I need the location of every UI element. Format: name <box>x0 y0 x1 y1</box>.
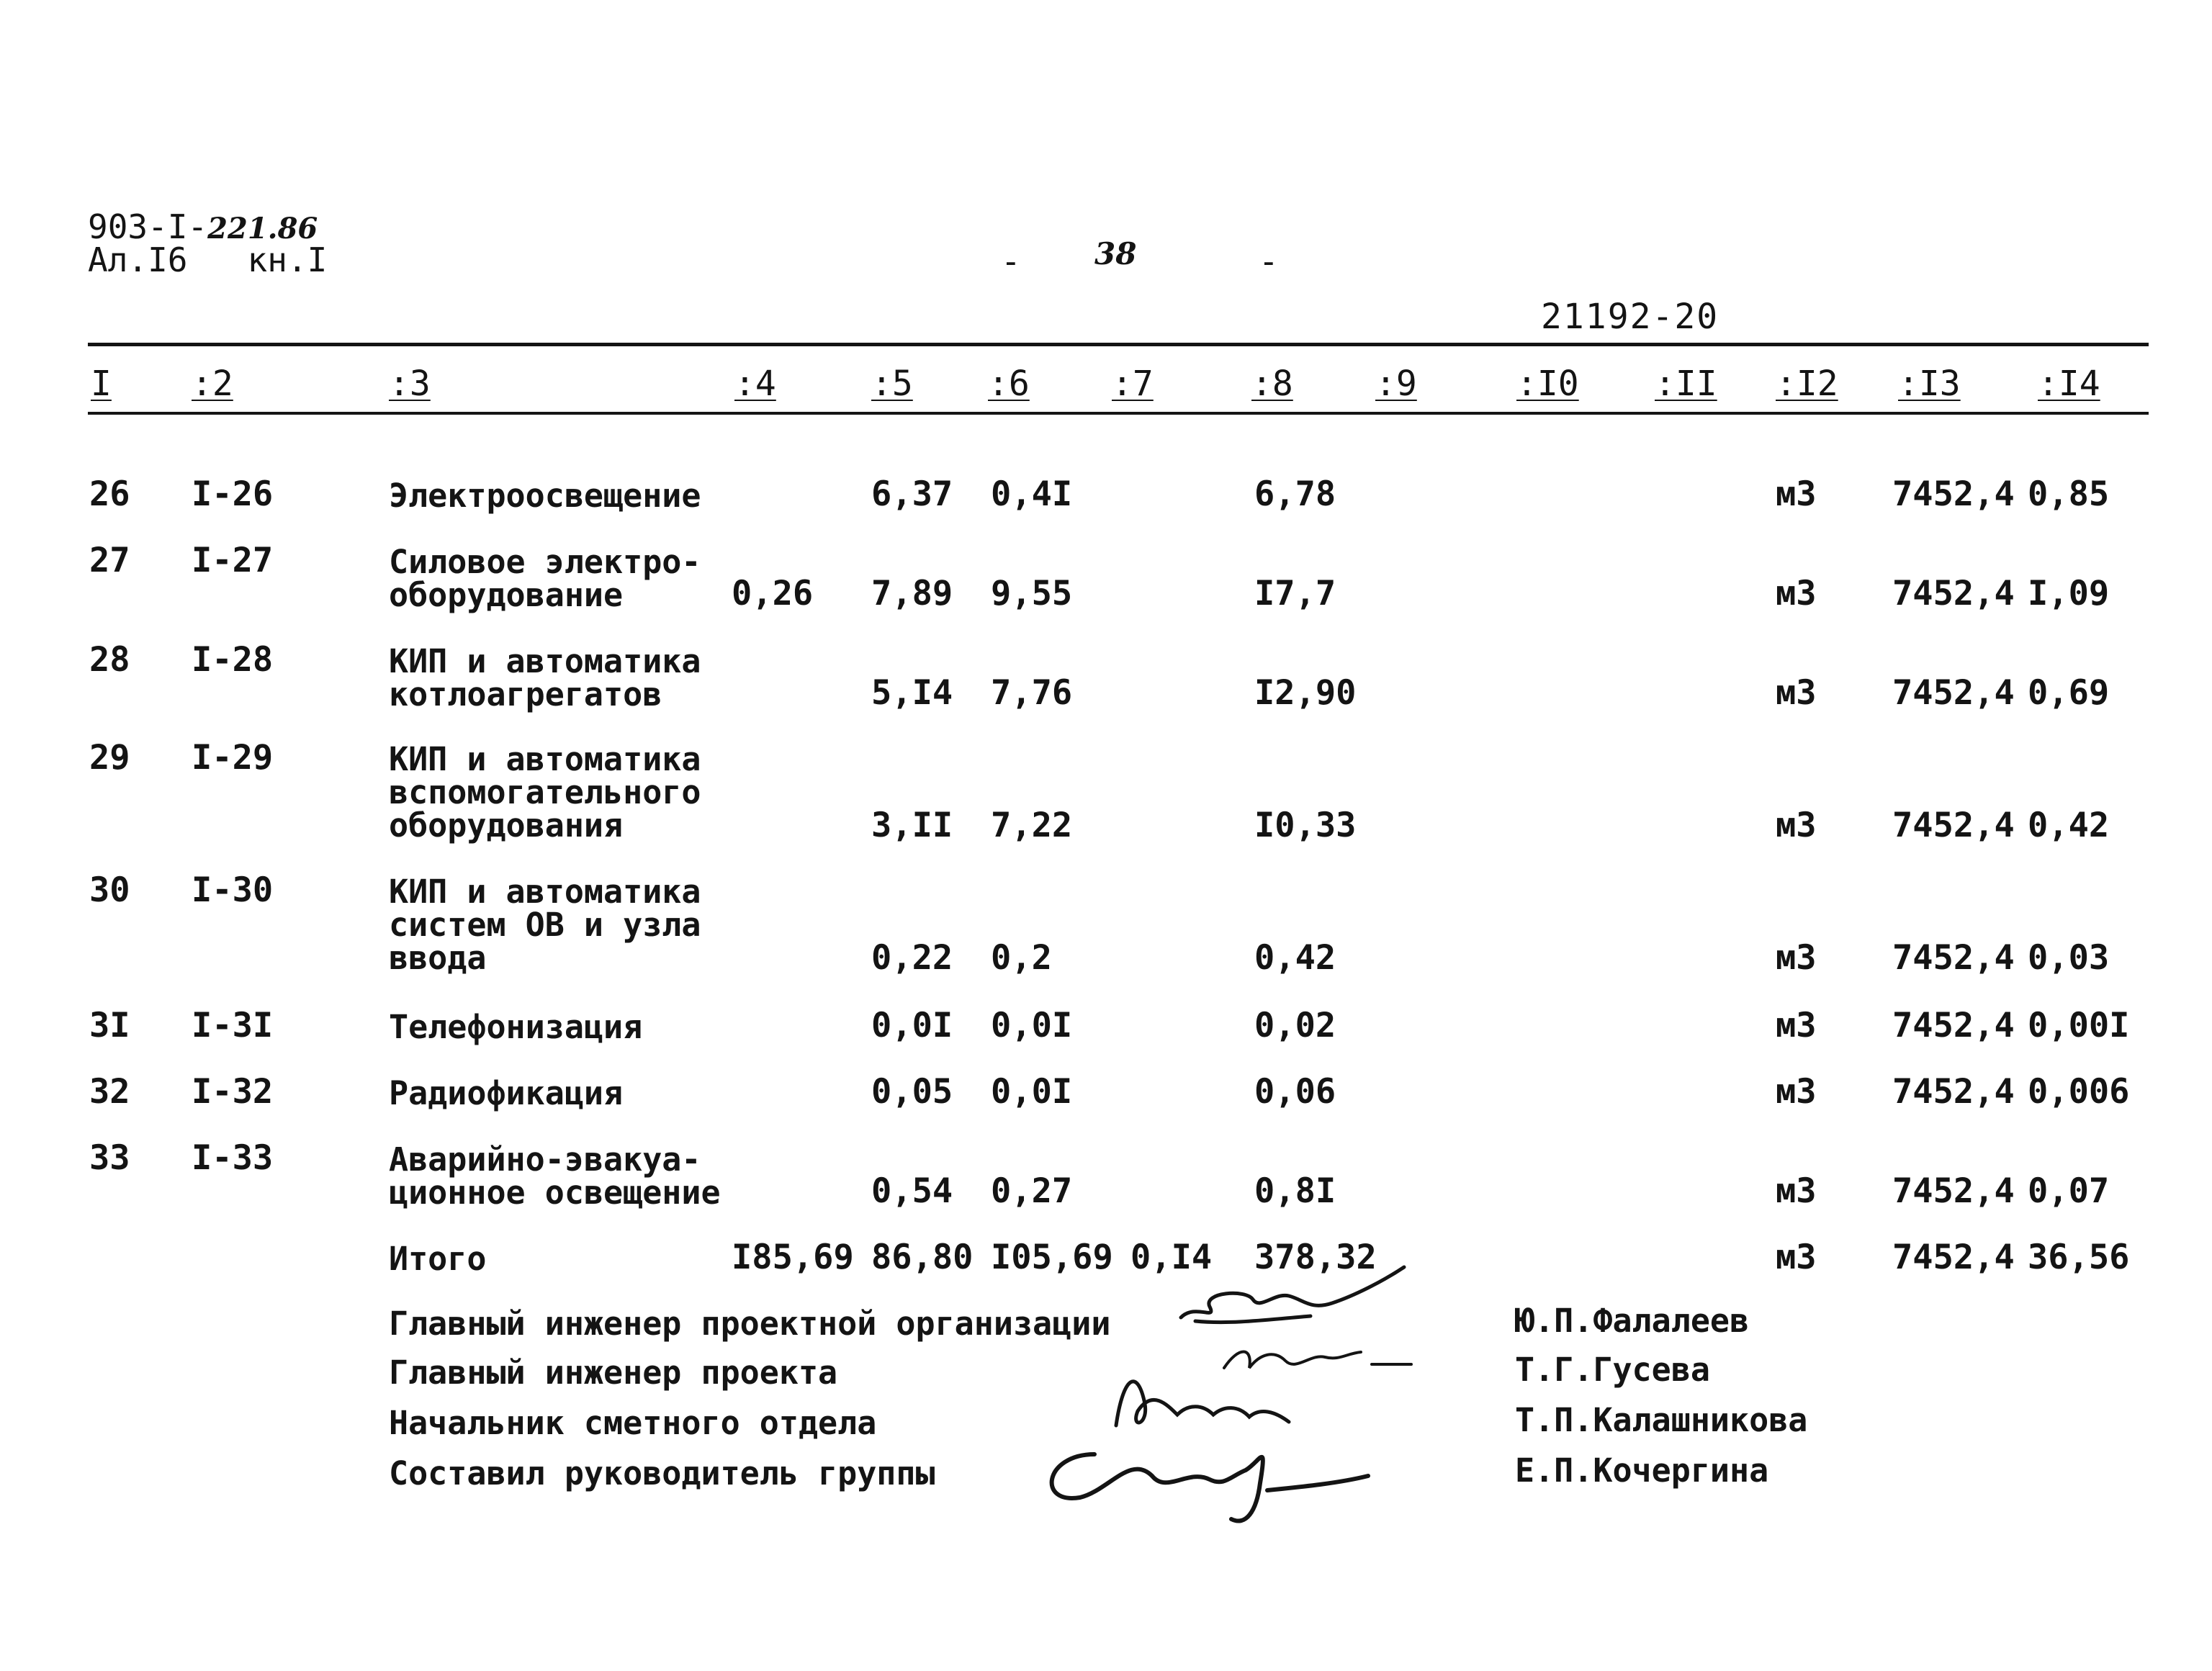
page-number: 38 <box>1094 236 1137 271</box>
row-code: I-26 <box>192 474 274 514</box>
cell-col5: 0,05 <box>871 1072 953 1112</box>
total-unit: м3 <box>1776 1238 1817 1277</box>
cell-col5: 3,II <box>871 806 953 845</box>
header-bottom-rule <box>88 412 2149 415</box>
row-code: I-30 <box>192 870 274 910</box>
column-header: :I3 <box>1898 364 1961 404</box>
cell-col6: 0,0I <box>991 1006 1073 1045</box>
signature-name: Т.П.Калашникова <box>1515 1401 1808 1439</box>
row-number: 32 <box>89 1072 130 1112</box>
signature-name: Ю.П.Фалалеев <box>1515 1302 1750 1340</box>
signature-role: Начальник сметного отдела <box>389 1404 877 1442</box>
row-code: I-27 <box>192 541 274 580</box>
row-number: 26 <box>89 474 130 514</box>
row-name: Телефонизация <box>389 1008 643 1046</box>
column-header: :II <box>1655 364 1717 404</box>
row-code: I-33 <box>192 1138 274 1178</box>
cell-unit: м3 <box>1776 938 1817 978</box>
row-code: I-28 <box>192 640 274 680</box>
cell-col14: 0,42 <box>2028 806 2110 845</box>
cell-col6: 0,27 <box>991 1171 1073 1211</box>
cell-col13: 7452,4 <box>1892 1006 2015 1045</box>
cell-col14: I,09 <box>2028 574 2110 613</box>
total-label: Итого <box>389 1240 487 1278</box>
signature-scribble-chief-engineer-org <box>1166 1253 1426 1339</box>
cell-unit: м3 <box>1776 1171 1817 1211</box>
total-col7: 0,I4 <box>1130 1238 1213 1277</box>
cell-col8: 0,06 <box>1254 1072 1336 1112</box>
cell-col6: 0,0I <box>991 1072 1073 1112</box>
cell-col6: 0,2 <box>991 938 1052 978</box>
row-number: 30 <box>89 870 130 910</box>
row-name: КИП и автоматика систем ОВ и узла ввода <box>389 873 701 977</box>
row-number: 28 <box>89 640 130 680</box>
signature-scribble-group-leader <box>1030 1425 1375 1533</box>
cell-col5: 0,0I <box>871 1006 953 1045</box>
cell-col6: 0,4I <box>991 474 1073 514</box>
cell-col8: 0,02 <box>1254 1006 1336 1045</box>
column-header: :4 <box>734 364 776 404</box>
row-name: Аварийно-эвакуа- ционное освещение <box>389 1140 721 1212</box>
cell-col14: 0,69 <box>2028 673 2110 713</box>
cell-col5: 5,I4 <box>871 673 953 713</box>
cell-col13: 7452,4 <box>1892 474 2015 514</box>
cell-col13: 7452,4 <box>1892 673 2015 713</box>
column-header: :I0 <box>1516 364 1579 404</box>
total-col6: I05,69 <box>991 1238 1113 1277</box>
cell-col5: 7,89 <box>871 574 953 613</box>
cell-col8: I0,33 <box>1254 806 1357 845</box>
column-header: :3 <box>389 364 431 404</box>
cell-col13: 7452,4 <box>1892 574 2015 613</box>
row-number: 33 <box>89 1138 130 1178</box>
row-number: 27 <box>89 541 130 580</box>
column-header: I <box>91 364 112 404</box>
cell-unit: м3 <box>1776 474 1817 514</box>
cell-col14: 0,006 <box>2028 1072 2130 1112</box>
cell-unit: м3 <box>1776 574 1817 613</box>
column-header: :2 <box>192 364 233 404</box>
row-name: Радиофикация <box>389 1074 624 1112</box>
table-top-rule <box>88 343 2149 346</box>
cell-col6: 9,55 <box>991 574 1073 613</box>
cell-col13: 7452,4 <box>1892 806 2015 845</box>
total-col14: 36,56 <box>2028 1238 2130 1277</box>
cell-col6: 7,76 <box>991 673 1073 713</box>
row-code: I-29 <box>192 738 274 778</box>
signature-name: Т.Г.Гусева <box>1515 1351 1710 1389</box>
cell-col5: 0,54 <box>871 1171 953 1211</box>
column-header: :7 <box>1112 364 1154 404</box>
cell-col8: I2,90 <box>1254 673 1357 713</box>
row-name: Электроосвещение <box>389 477 701 515</box>
row-number: 29 <box>89 738 130 778</box>
cell-col8: 6,78 <box>1254 474 1336 514</box>
cell-unit: м3 <box>1776 1006 1817 1045</box>
cell-col14: 0,07 <box>2028 1171 2110 1211</box>
column-header: :I2 <box>1776 364 1838 404</box>
cell-col8: 0,42 <box>1254 938 1336 978</box>
total-col4: I85,69 <box>732 1238 854 1277</box>
row-code: I-3I <box>192 1006 274 1045</box>
signature-role: Составил руководитель группы <box>389 1454 935 1492</box>
cell-unit: м3 <box>1776 673 1817 713</box>
page-dash-left: - <box>1001 242 1021 281</box>
cell-unit: м3 <box>1776 1072 1817 1112</box>
cell-col14: 0,85 <box>2028 474 2110 514</box>
cell-col5: 6,37 <box>871 474 953 514</box>
column-header: :9 <box>1375 364 1417 404</box>
row-number: 3I <box>89 1006 130 1045</box>
cell-col6: 7,22 <box>991 806 1073 845</box>
column-header: :5 <box>871 364 913 404</box>
row-code: I-32 <box>192 1072 274 1112</box>
album-reference: Ал.I6 кн.I <box>88 240 328 279</box>
row-name: КИП и автоматика котлоагрегатов <box>389 642 701 713</box>
column-header: :6 <box>988 364 1030 404</box>
column-header: :I4 <box>2038 364 2100 404</box>
cell-col5: 0,22 <box>871 938 953 978</box>
document-code-handwritten: 221.86 <box>207 212 318 246</box>
row-name: Силовое электро- оборудование <box>389 543 701 614</box>
signature-role: Главный инженер проектной организации <box>389 1305 1111 1343</box>
cell-col8: I7,7 <box>1254 574 1336 613</box>
total-col13: 7452,4 <box>1892 1238 2015 1277</box>
cell-col13: 7452,4 <box>1892 1072 2015 1112</box>
document-code-prefix: 903-I- <box>88 207 208 246</box>
cell-col14: 0,00I <box>2028 1006 2130 1045</box>
total-col8: 378,32 <box>1254 1238 1377 1277</box>
row-name: КИП и автоматика вспомогательного оборудования <box>389 740 701 844</box>
signature-role: Главный инженер проекта <box>389 1354 838 1392</box>
total-col5: 86,80 <box>871 1238 974 1277</box>
cell-col13: 7452,4 <box>1892 1171 2015 1211</box>
document-number: 21192-20 <box>1541 297 1719 337</box>
cell-col4: 0,26 <box>732 574 814 613</box>
cell-unit: м3 <box>1776 806 1817 845</box>
cell-col14: 0,03 <box>2028 938 2110 978</box>
cell-col8: 0,8I <box>1254 1171 1336 1211</box>
column-header: :8 <box>1251 364 1293 404</box>
page-dash-right: - <box>1259 242 1279 281</box>
signature-name: Е.П.Кочергина <box>1515 1451 1769 1490</box>
cell-col13: 7452,4 <box>1892 938 2015 978</box>
